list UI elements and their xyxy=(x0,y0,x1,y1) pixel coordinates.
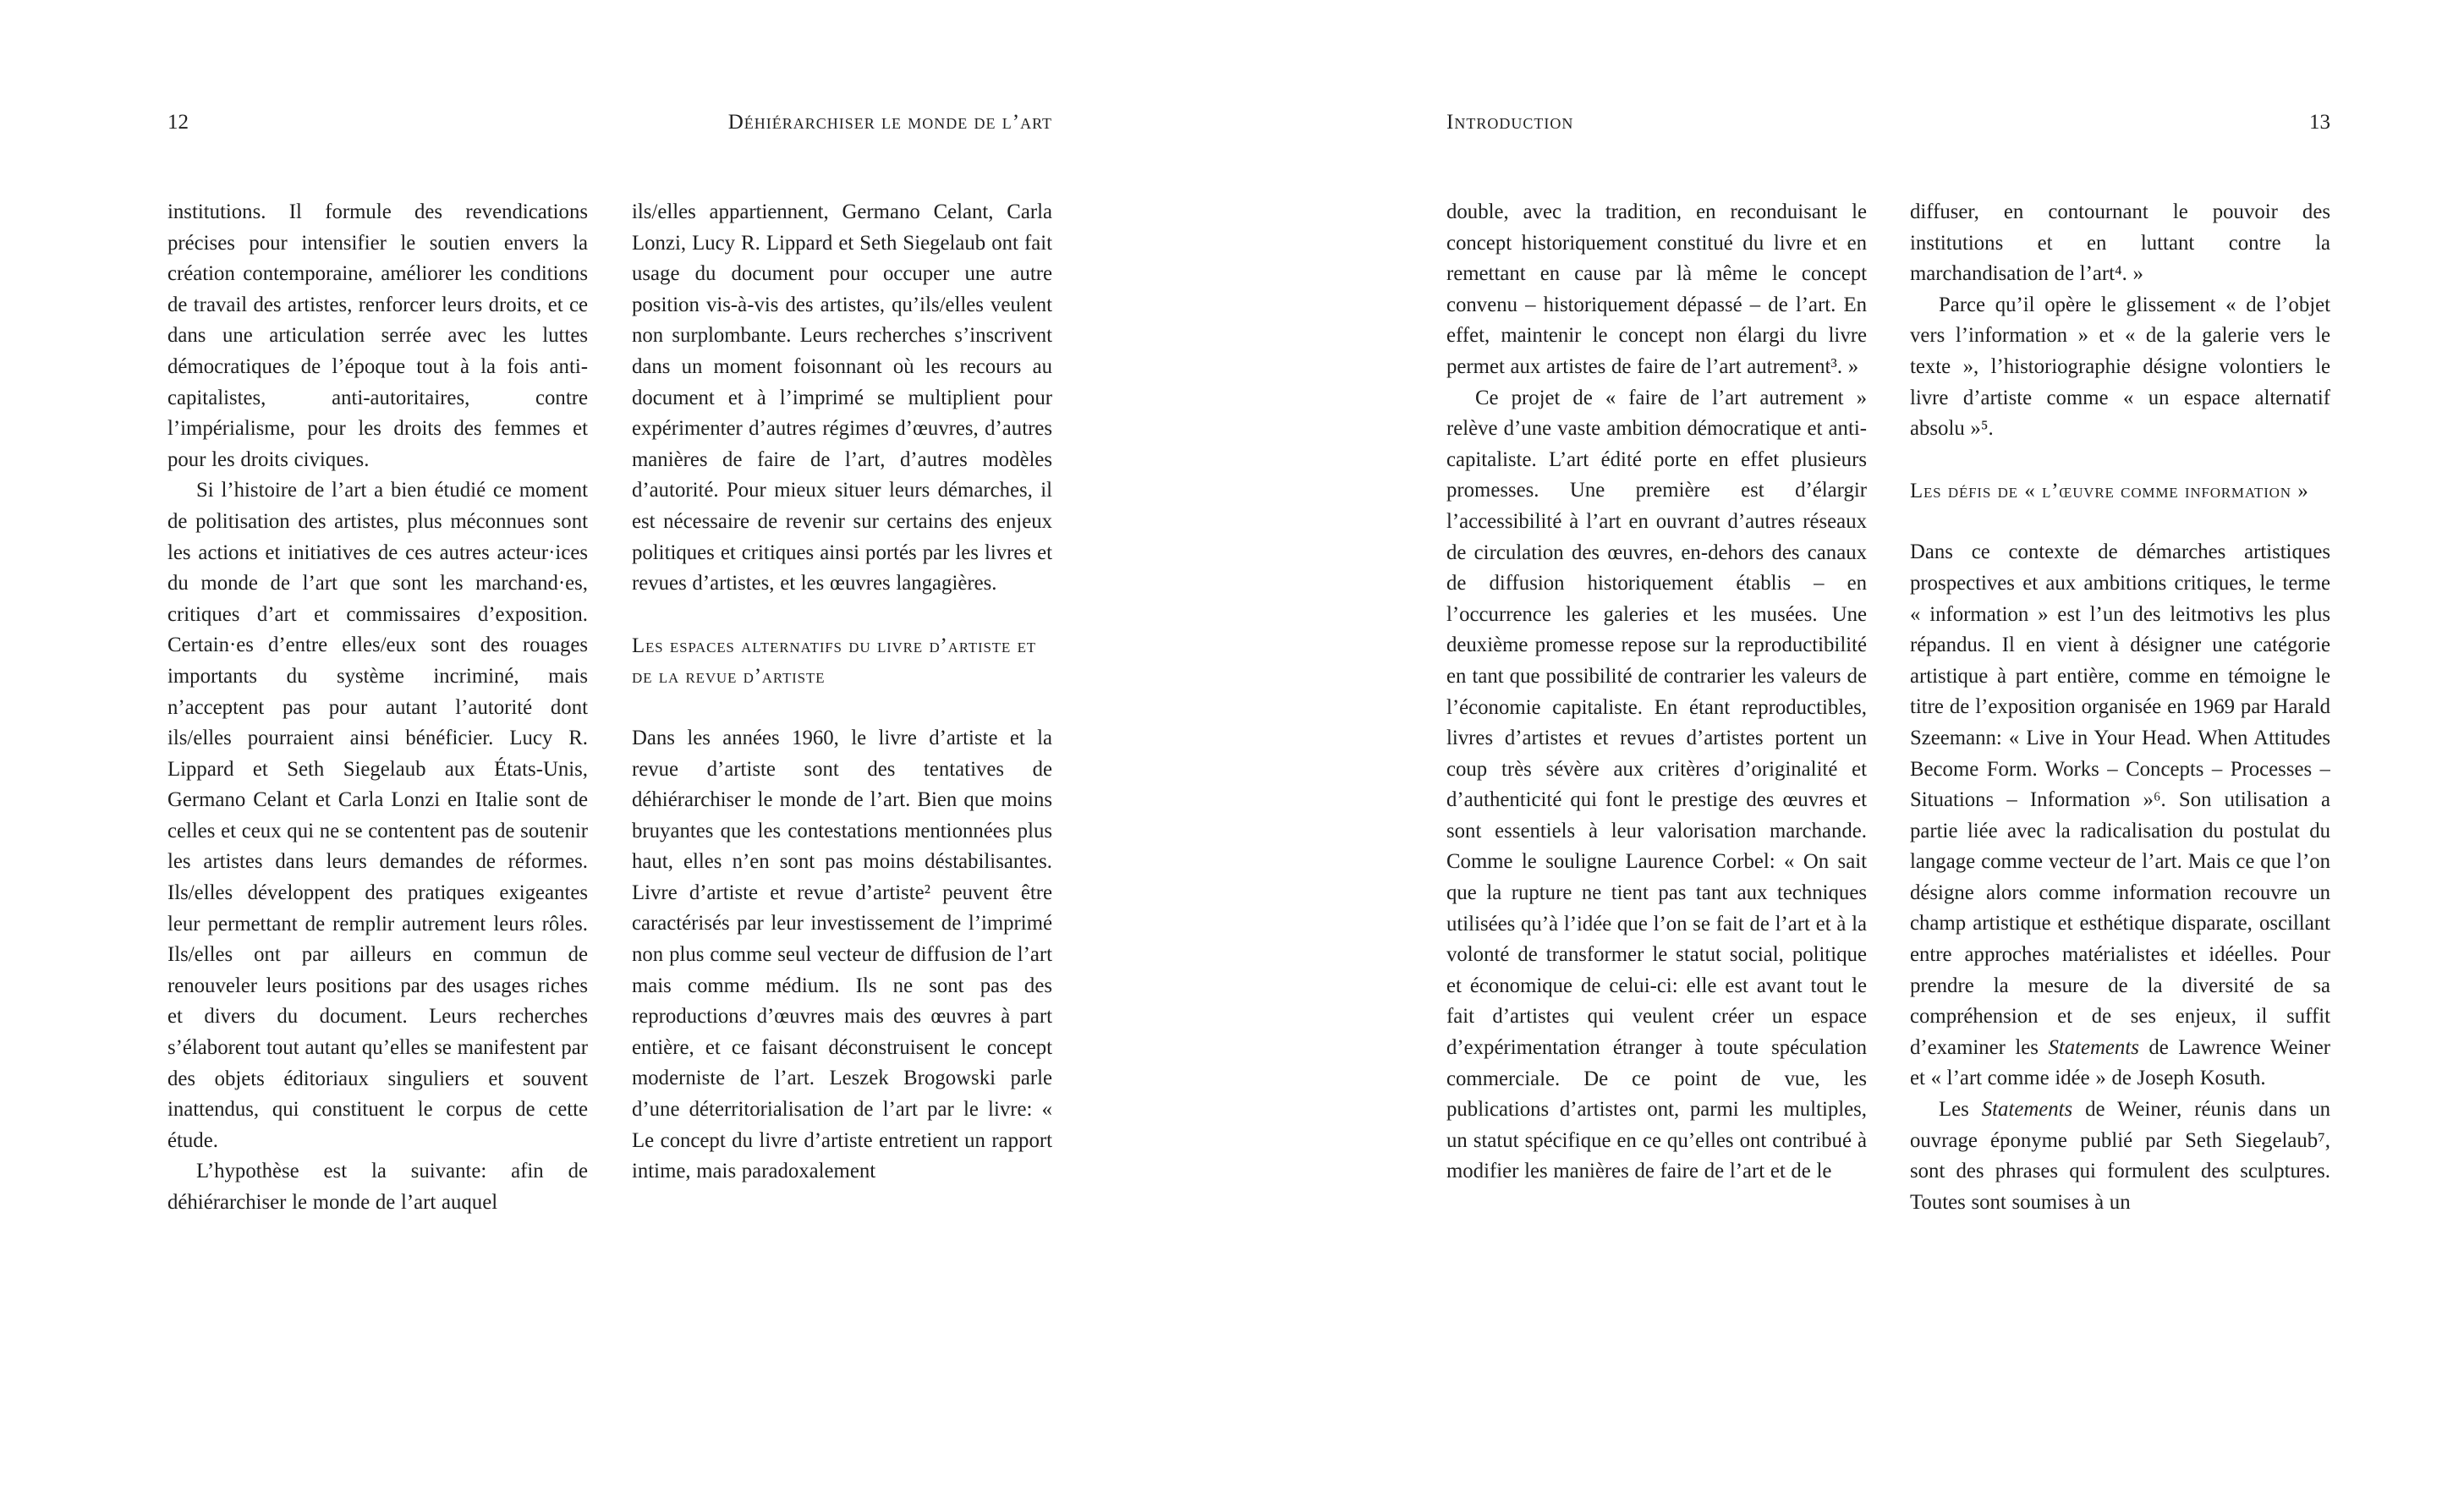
paragraph: Si l’histoire de l’art a bien étudié ce moment de politisation des artistes, plus méconnues sont les actions et initiatives de ces autres acteur·ices du monde de l’art que sont les marchand·es, critiques d’art et commissaires d’exposition. Certain·es d’entre elles/eux sont des rouages importants du système incriminé, mais n’acceptent pas pour autant l’autorité dont ils/elles pourraient ainsi bénéficier. Lucy R. Lippard et Seth Siegelaub aux États-Unis, Germano Celant et Carla Lonzi en Italie sont de celles et ceux qui ne se contentent pas de soutenir les artistes dans leurs demandes de réformes. Ils/elles développent des pratiques exigeantes leur permettant de remplir autrement leurs rôles. Ils/elles ont par ailleurs en commun de renouveler leurs positions par des usages riches et divers du document. Leurs recherches s’élaborent tout autant qu’elles se manifestent par des objets éditoriaux singuliers et souvent inattendus, qui constituent le corpus de cette étude. xyxy=(167,479,588,1152)
text-column xyxy=(632,197,1052,1349)
page-number: 13 xyxy=(2309,111,2330,134)
paragraph: double, avec la tradition, en reconduisant le concept historiquement constitué du livre et en remettant en cause par là même le concept convenu – historiquement dépassé – de l’art. En effet, maintenir le concept non élargi du livre permet aux artistes de faire de l’art autrement³. » xyxy=(1446,200,1867,378)
paragraph: diffuser, en contournant le pouvoir des institutions et en luttant contre la marchandisation de l’art⁴. » xyxy=(1910,200,2330,286)
section-heading: Les espaces alternatifs du livre d’artiste et de la revue d’artiste xyxy=(632,634,1036,689)
page-number: 12 xyxy=(167,111,189,134)
text-column xyxy=(1446,197,1867,1349)
section-heading: Les défis de « l’œuvre comme information » xyxy=(1910,479,2309,502)
paragraph: Parce qu’il opère le glissement « de l’objet vers l’information » et « de la galerie vers le texte », l’historiographie désigne volontiers le livre d’artiste comme « un espace alternatif absolu »⁵. xyxy=(1910,293,2330,441)
paragraph: Dans ce contexte de démarches artistiques prospectives et aux ambitions critiques, le terme « information » est l’un des leitmotivs les plus répandus. Il en vient à désigner une catégorie artistique à part entière, comme en témoigne le titre de l’exposition organisée en 1969 par Harald Szeemann: « Live in Your Head. When Attitudes Become Form. Works – Concepts – Processes – Situations – Information »⁶. Son utilisation a partie liée avec la radicalisation du postulat du langage comme vecteur de l’art. Mais ce que l’on désigne alors comme information recouvre un champ artistique et esthétique disparate, oscillant entre approches matérialistes et idéelles. Pour prendre la mesure de la diversité de sa compréhension et de ses enjeux, il suffit d’examiner les Statements de Lawrence Weiner et « l’art comme idée » de Joseph Kosuth. xyxy=(1910,540,2330,1090)
paragraph: Les Statements de Weiner, réunis dans un ouvrage éponyme publié par Seth Siegelaub⁷, sont des phrases qui formulent des sculptures. Toutes sont soumises à un xyxy=(1910,1098,2330,1214)
paragraph: Ce projet de « faire de l’art autrement » relève d’une vaste ambition démocratique et anti-capitaliste. L’art édité porte en effet plusieurs promesses. Une première est d’élargir l’accessibilité à l’art en ouvrant d’autres réseaux de circulation des œuvres, en-dehors des canaux de diffusion historiquement établis – en l’occurrence les galeries et les musées. Une deuxième promesse repose sur la reproductibilité en tant que possibilité de contrarier les valeurs de l’économie capitaliste. En étant reproductibles, livres d’artistes et revues d’artistes portent un coup très sévère aux critères d’originalité et d’authenticité qui font le prestige des œuvres et sont essentiels à leur valorisation marchande. Comme le souligne Laurence Corbel: « On sait que la rupture ne tient pas tant aux techniques utilisées qu’à l’idée que l’on se fait de l’art et à la volonté de transformer le statut social, politique et économique de celui-ci: elle est avant tout le fait d’artistes qui veulent créer un espace d’expérimentation étranger à toute spéculation commerciale. De ce point de vue, les publications d’artistes ont, parmi les multiples, un statut spécifique en ce qu’elles ont contribué à modifier les manières de faire de l’art et de le xyxy=(1446,386,1867,1183)
paragraph: Dans les années 1960, le livre d’artiste et la revue d’artiste sont des tentatives de déhiérarchiser le monde de l’art. Bien que moins bruyantes que les contestations mentionnées plus haut, elles n’en sont pas moins déstabilisantes. Livre d’artiste et revue d’artiste² peuvent être caractérisés par leur investissement de l’imprimé non plus comme seul vecteur de diffusion de l’art mais comme médium. Ils ne sont pas des reproductions d’œuvres mais des œuvres à part entière, et ce faisant déconstruisent le concept moderniste de l’art. Leszek Brogowski parle d’une déterritorialisation de l’art par le livre: « Le concept du livre d’artiste entretient un rapport intime, mais paradoxalement xyxy=(632,726,1052,1183)
paragraph: institutions. Il formule des revendications précises pour intensifier le soutien envers la création contemporaine, améliorer les conditions de travail des artistes, renforcer leurs droits, et ce dans une articulation serrée avec les luttes démocratiques de l’époque tout à la fois anti-capitalistes, anti-autoritaires, contre l’impérialisme, pour les droits des femmes et pour les droits civiques. xyxy=(167,200,588,471)
text-column xyxy=(1910,197,2330,1349)
paragraph: ils/elles appartiennent, Germano Celant, Carla Lonzi, Lucy R. Lippard et Seth Siegelaub ont fait usage du document pour occuper une autre position vis-à-vis des artistes, qu’ils/elles veulent non surplombante. Leurs recherches s’inscrivent dans un moment foisonnant où les recours au document et à l’imprimé se multiplient pour expérimenter d’autres régimes d’œuvres, d’autres manières de faire de l’art, d’autres modèles d’autorité. Pour mieux situer leurs démarches, il est nécessaire de revenir sur certains des enjeux politiques et critiques ainsi portés par les livres et revues d’artistes, et les œuvres langagières. xyxy=(632,200,1052,595)
paragraph: L’hypothèse est la suivante: afin de déhiérarchiser le monde de l’art auquel xyxy=(167,1160,588,1214)
running-header: Déhiérarchiser le monde de l’art xyxy=(727,111,1052,134)
running-header: Introduction xyxy=(1446,111,1574,134)
text-column xyxy=(167,197,588,1349)
